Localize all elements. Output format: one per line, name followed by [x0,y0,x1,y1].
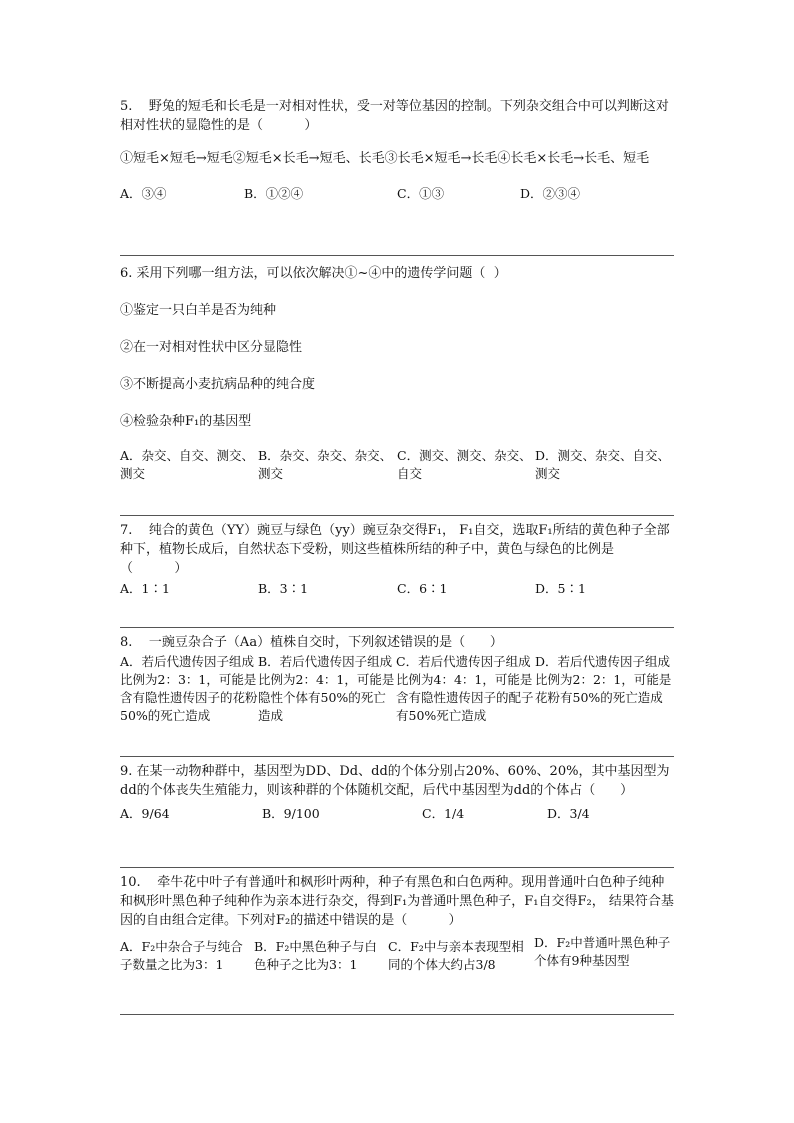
option-d[interactable]: D．5∶1 [535,581,586,596]
option-d[interactable]: D．若后代遗传因子组成比例为2：2：1，可能是花粉有50%的死亡造成 [535,654,672,705]
question-6 [120,264,674,483]
option-d[interactable]: D．测交、杂交、自交、测交 [535,448,671,481]
question-10 [120,873,674,974]
question-6-item-1: ①鉴定一只白羊是否为纯种 [120,303,277,318]
option-c[interactable]: C．6∶1 [397,581,448,596]
option-a[interactable]: A．9/64 [120,806,170,821]
option-c[interactable]: C．测交、测交、杂交、自交 [397,448,532,481]
question-8-stem: 8. 一豌豆杂合子（Aa）植株自交时，下列叙述错误的是（ ） [120,635,503,650]
option-b[interactable]: B．F₂中黑色种子与白色种子之比为3：1 [254,939,377,972]
question-5-options [120,185,674,203]
divider [120,1014,674,1015]
question-6-stem: 6. 采用下列哪一组方法，可以依次解决①~④中的遗传学问题（ ） [120,266,507,281]
question-7-stem: 7. 纯合的黄色（YY）豌豆与绿色（yy）豌豆杂交得F₁， F₁自交，选取F₁所结的黄色种子全部种下，植物长成后，自然状态下受粉，则这些植株所结的种子中，黄色与绿色的比例是（ ） [120,523,670,576]
option-b[interactable]: B．9/100 [262,806,320,821]
option-d[interactable]: D．3/4 [547,806,590,821]
question-9-stem: 9. 在某一动物种群中，基因型为DD、Dd、dd的个体分别占20%、60%、20%，其中基因型为dd的个体丧失生殖能力，则该种群的个体随机交配，后代中基因型为dd的个体占（ ） [120,764,670,798]
divider [120,756,674,757]
option-a[interactable]: A．③④ [120,186,167,201]
question-5-items: ①短毛×短毛→短毛②短毛×长毛→短毛、长毛③长毛×短毛→长毛④长毛×长毛→长毛、短毛 [120,151,650,166]
question-5-stem: 5. 野兔的短毛和长毛是一对相对性状，受一对等位基因的控制。下列杂交组合中可以判断这对相对性状的显隐性的是（ ） [120,99,669,133]
question-6-options [120,447,674,483]
question-6-item-3: ③不断提高小麦抗病品种的纯合度 [120,377,316,392]
option-b[interactable]: B．①②④ [244,186,304,201]
option-b[interactable]: B．若后代遗传因子组成比例为2：4：1，可能是隐性个体有50%的死亡造成 [258,654,395,723]
divider [120,867,674,868]
question-10-options [120,934,674,974]
question-8-options [120,653,674,725]
question-6-item-4: ④检验杂种F₁的基因型 [120,414,252,429]
question-9-options [120,805,674,823]
option-a[interactable]: A．若后代遗传因子组成比例为2：3：1，可能是含有隐性遗传因子的花粉50%的死亡造成 [120,654,258,723]
question-9 [120,762,674,823]
divider [120,255,674,256]
question-7-options [120,580,674,598]
option-c[interactable]: C．1/4 [422,806,465,821]
option-a[interactable]: A．杂交、自交、测交、测交 [120,448,255,481]
option-a[interactable]: A．F₂中杂合子与纯合子数量之比为3：1 [120,939,243,972]
option-a[interactable]: A．1∶1 [120,581,170,596]
option-b[interactable]: B．3∶1 [258,581,309,596]
option-b[interactable]: B．杂交、杂交、杂交、测交 [258,448,393,481]
option-c[interactable]: C．F₂中与亲本表现型相同的个体大约占3/8 [388,939,524,972]
option-d[interactable]: D．F₂中普通叶黑色种子个体有9种基因型 [534,935,671,968]
question-6-item-2: ②在一对相对性状中区分显隐性 [120,340,303,355]
question-7 [120,521,674,598]
divider [120,627,674,628]
option-d[interactable]: D．②③④ [520,186,581,201]
option-c[interactable]: C．①③ [397,186,445,201]
option-c[interactable]: C．若后代遗传因子组成比例为4：4：1，可能是含有隐性遗传因子的配子有50%死亡造成 [396,654,534,723]
question-8 [120,633,674,725]
question-5 [120,97,674,203]
question-10-stem: 10. 牵牛花中叶子有普通叶和枫形叶两种，种子有黑色和白色两种。现用普通叶白色种子纯种和枫形叶黑色种子纯种作为亲本进行杂交，得到F₁为普通叶黑色种子，F₁自交得F₂， 结果符合基因的自由组合定律。下列对F₂的描述中错误的是（ ） [120,875,674,928]
divider [120,515,674,516]
